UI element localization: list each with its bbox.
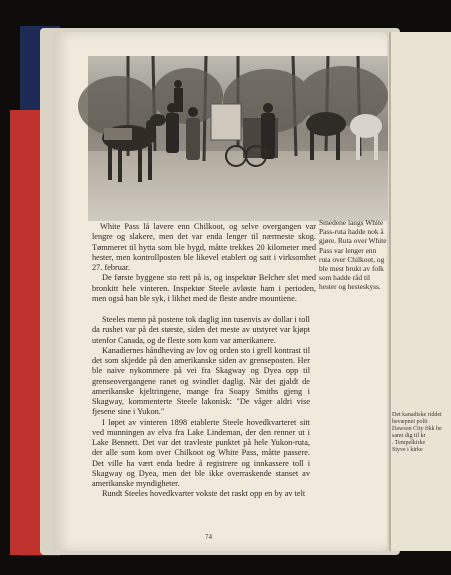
paragraph: De første byggene sto rett på is, og inspektør Belcher slet med bronkitt hele vinteren. Inspektør Steele avløste ham i perioden, men også han ble syk, i likhet med de fleste andre mountiene. — [92, 273, 316, 303]
facing-page-edge — [389, 32, 451, 551]
paragraph: Rundt Steeles hovedkvarter vokste det raskt opp en by av telt — [102, 489, 306, 499]
photo-ground — [88, 151, 388, 221]
body-text-continued — [92, 315, 310, 500]
paragraph: White Pass lå lavere enn Chilkoot, og selve overgangen var lengre og slakere, men det var enda lenger til nærmeste skog. Tømmeret til hytta som ble bygd, måtte trekkes 20 kilometer med hester, men kontrollposten ble likevel etablert og satt i virksomhet 27. februar. — [92, 222, 316, 272]
historic-photo — [88, 56, 388, 221]
body-text-column — [92, 222, 316, 304]
paragraph: Steeles menn på postene tok daglig inn tusenvis av dollar i toll da rushet var på det største, siden det meste av utstyret var kjøpt utenfor Canada, og de fleste som kom var amerikanere. — [92, 315, 310, 345]
paragraph: I løpet av vinteren 1898 etablerte Steele hovedkvarteret sitt ved munningen av elva fra Lake Lindeman, der den renner ut i Lake Bennett. Det var det travleste punktet på hele Yukon-ruta, der alle som kom over Chilkoot og White Pass, måtte passere. Det ville ha vært enda bedre å registrere og innkassere toll i Skagway og Dyea, men det ble ikke overraskende stanset av amerikanske myndigheter. — [92, 417, 310, 488]
page-number: 74 — [205, 533, 212, 541]
photo-caption: Smedene langs White Pass-ruta hadde nok å gjøre. Ruta over White Pass var lenger enn ruta over Chilkoot, og ble mest brukt av folk som hadde råd til hester og hesteskyss. — [319, 218, 387, 292]
paragraph: Kanadiernes håndheving av lov og orden sto i grell kontrast til det som skjedde på den amerikanske siden av grenseposten. Her ble naive nykommere på vei fra Skagway og Dyea opp til grenseovergangene ranet og svindlet daglig. Når det gjaldt de amerikanske kjeltringene, mange fra Soapy Smiths gjeng i Skagway, kommenterte Steele lakonisk: "De våger aldri vise fjesene sine i Yukon." — [92, 345, 310, 417]
facing-page-text-fragment: Det kanadiske bevæpnet polit Dawson City fikk samt dig til kr . Tempelkirke Styve i kirke — [392, 412, 435, 453]
